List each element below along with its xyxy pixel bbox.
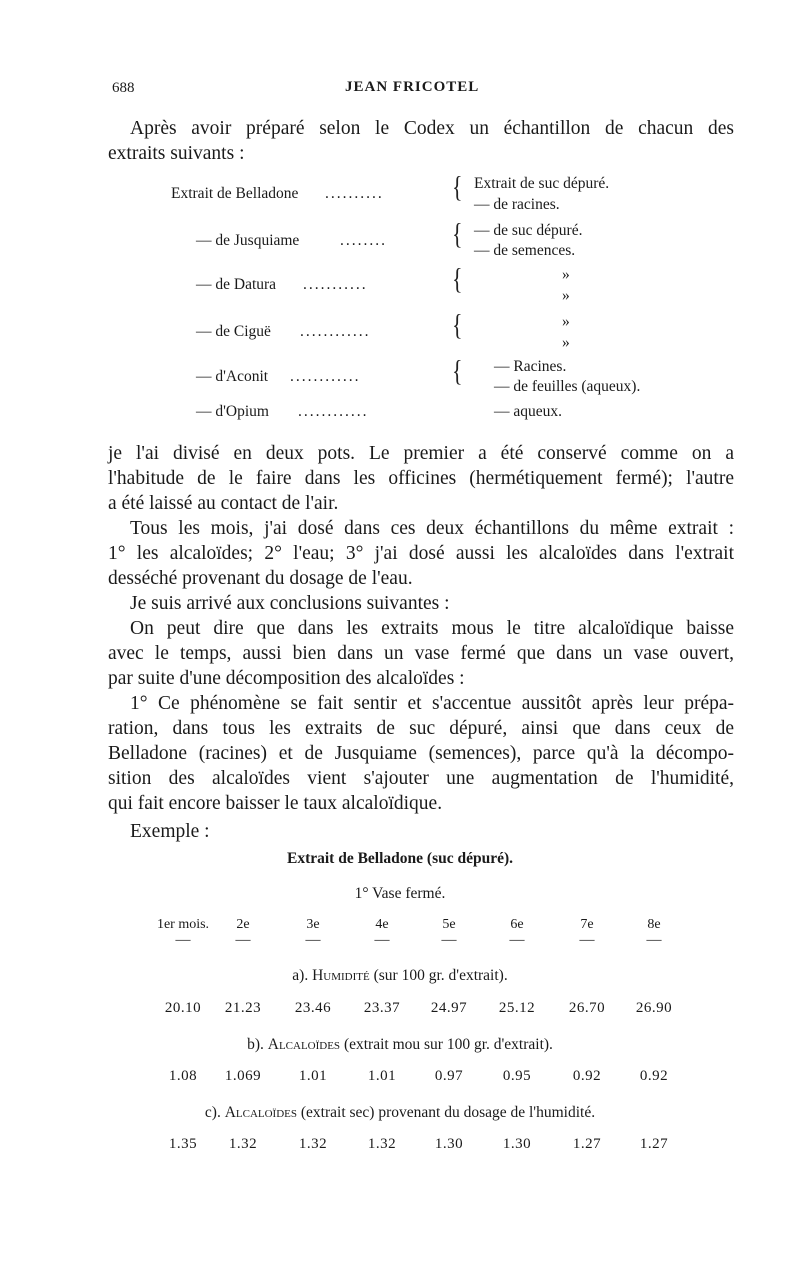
header-dash: — xyxy=(235,932,251,948)
extract-type: » xyxy=(562,334,570,351)
extract-name: — d'Opium xyxy=(196,403,269,420)
text-line: 1° Ce phénomène se fait sentir et s'accentue aussitôt après leur prépa- xyxy=(130,693,734,714)
extract-name: — de Jusquiame xyxy=(196,232,300,249)
brace-icon: { xyxy=(452,307,463,342)
header-dash: — xyxy=(374,932,390,948)
header-dash: — xyxy=(646,932,662,948)
text-line: avec le temps, aussi bien dans un vase fermé que dans un vase ouvert, xyxy=(108,643,734,664)
text-line: sition des alcaloïdes vient s'ajouter une augmentation de l'humidité, xyxy=(108,768,734,789)
table-cell: 0.92 xyxy=(639,1068,669,1084)
month-header: 8e xyxy=(647,917,661,932)
month-header: 5e xyxy=(442,917,456,932)
extract-type: — de racines. xyxy=(474,196,560,213)
extract-type: » xyxy=(562,287,570,304)
header-dash: — xyxy=(175,932,191,948)
text-line: je l'ai divisé en deux pots. Le premier a été conservé comme on a xyxy=(108,443,734,464)
text-line: Tous les mois, j'ai dosé dans ces deux échantillons du même extrait : xyxy=(130,518,734,539)
text-line: Je suis arrivé aux conclusions suivantes : xyxy=(130,593,450,614)
header-dash: — xyxy=(579,932,595,948)
extract-name: Extrait de Belladone xyxy=(171,185,299,202)
section-label-humidity: a). Humidité (sur 100 gr. d'extrait). xyxy=(292,967,508,984)
extract-type: » xyxy=(562,313,570,330)
table-cell: 0.97 xyxy=(434,1068,464,1084)
extract-name: — de Datura xyxy=(196,276,277,293)
table-cell: 1.35 xyxy=(168,1136,198,1152)
extract-type: — Racines. xyxy=(494,358,567,375)
table-cell: 21.23 xyxy=(224,1000,262,1016)
table-cell: 1.32 xyxy=(228,1136,258,1152)
table-cell: 1.27 xyxy=(639,1136,669,1152)
month-header: 2e xyxy=(236,917,250,932)
intro-line: extraits suivants : xyxy=(108,143,245,164)
month-header: 4e xyxy=(375,917,389,932)
extract-dots: ........... xyxy=(303,276,368,293)
extract-dots: ........ xyxy=(340,232,387,249)
table-cell: 23.37 xyxy=(363,1000,401,1016)
extract-name: — d'Aconit xyxy=(196,368,269,385)
table-cell: 1.30 xyxy=(502,1136,532,1152)
section-label-alkaloids-mou: b). Alcaloïdes (extrait mou sur 100 gr. d'extrait). xyxy=(247,1036,553,1053)
brace-icon: { xyxy=(452,169,463,204)
table-cell: 1.069 xyxy=(224,1068,262,1084)
table-cell: 1.08 xyxy=(168,1068,198,1084)
month-header: 7e xyxy=(580,917,594,932)
extract-type: — de suc dépuré. xyxy=(474,222,583,239)
table-cell: 1.01 xyxy=(367,1068,397,1084)
month-header: 6e xyxy=(510,917,524,932)
table-cell: 25.12 xyxy=(498,1000,536,1016)
header-dash: — xyxy=(441,932,457,948)
header-dash: — xyxy=(509,932,525,948)
header-dash: — xyxy=(305,932,321,948)
intro-paragraph xyxy=(108,116,734,166)
text-line: qui fait encore baisser le taux alcaloïdique. xyxy=(108,793,443,814)
table-cell: 1.32 xyxy=(298,1136,328,1152)
table-cell: 23.46 xyxy=(294,1000,332,1016)
text-line: par suite d'une décomposition des alcaloïdes : xyxy=(108,668,465,689)
table-title: Extrait de Belladone (suc dépuré). xyxy=(286,850,514,867)
extract-dots: ............ xyxy=(298,403,369,420)
example-label: Exemple : xyxy=(130,821,210,842)
brace-icon: { xyxy=(452,216,463,251)
text-line: desséché provenant du dosage de l'eau. xyxy=(108,568,413,589)
section-label-alkaloids-sec: c). Alcaloïdes (extrait sec) provenant du dosage de l'humidité. xyxy=(204,1104,596,1121)
extract-type: — de semences. xyxy=(474,242,576,259)
table-cell: 1.27 xyxy=(572,1136,602,1152)
month-header: 1er mois. xyxy=(156,917,210,932)
table-cell: 20.10 xyxy=(164,1000,202,1016)
text-line: l'habitude de le faire dans les officines (hermétiquement fermé); l'autre xyxy=(108,468,734,489)
extract-type: Extrait de suc dépuré. xyxy=(474,175,610,192)
table-cell: 0.92 xyxy=(572,1068,602,1084)
extract-type: — aqueux. xyxy=(494,403,563,420)
table-cell: 0.95 xyxy=(502,1068,532,1084)
table-subtitle: 1° Vase fermé. xyxy=(354,885,446,902)
running-title: JEAN FRICOTEL xyxy=(345,79,480,95)
table-cell: 1.01 xyxy=(298,1068,328,1084)
extract-dots: ............ xyxy=(290,368,361,385)
table-cell: 26.90 xyxy=(635,1000,673,1016)
text-line: On peut dire que dans les extraits mous le titre alcaloïdique baisse xyxy=(130,618,734,639)
table-cell: 24.97 xyxy=(430,1000,468,1016)
extract-type: » xyxy=(562,266,570,283)
month-header: 3e xyxy=(306,917,320,932)
extract-type: — de feuilles (aqueux). xyxy=(494,378,641,395)
brace-icon: { xyxy=(452,353,463,388)
page-number: 688 xyxy=(112,80,135,96)
table-cell: 1.32 xyxy=(367,1136,397,1152)
text-line: a été laissé au contact de l'air. xyxy=(108,493,339,514)
brace-icon: { xyxy=(452,261,463,296)
table-cell: 26.70 xyxy=(568,1000,606,1016)
text-line: Belladone (racines) et de Jusquiame (semences), parce qu'à la décompo- xyxy=(108,743,734,764)
text-line: 1° les alcaloïdes; 2° l'eau; 3° j'ai dosé aussi les alcaloïdes dans l'extrait xyxy=(108,543,734,564)
extract-name: — de Ciguë xyxy=(196,323,271,340)
extract-dots: ............ xyxy=(300,323,371,340)
text-line: ration, dans tous les extraits de suc dépuré, ainsi que dans ceux de xyxy=(108,718,734,739)
table-cell: 1.30 xyxy=(434,1136,464,1152)
extract-dots: .......... xyxy=(325,185,384,202)
intro-line: Après avoir préparé selon le Codex un échantillon de chacun des xyxy=(130,118,734,139)
body-text xyxy=(108,441,734,816)
